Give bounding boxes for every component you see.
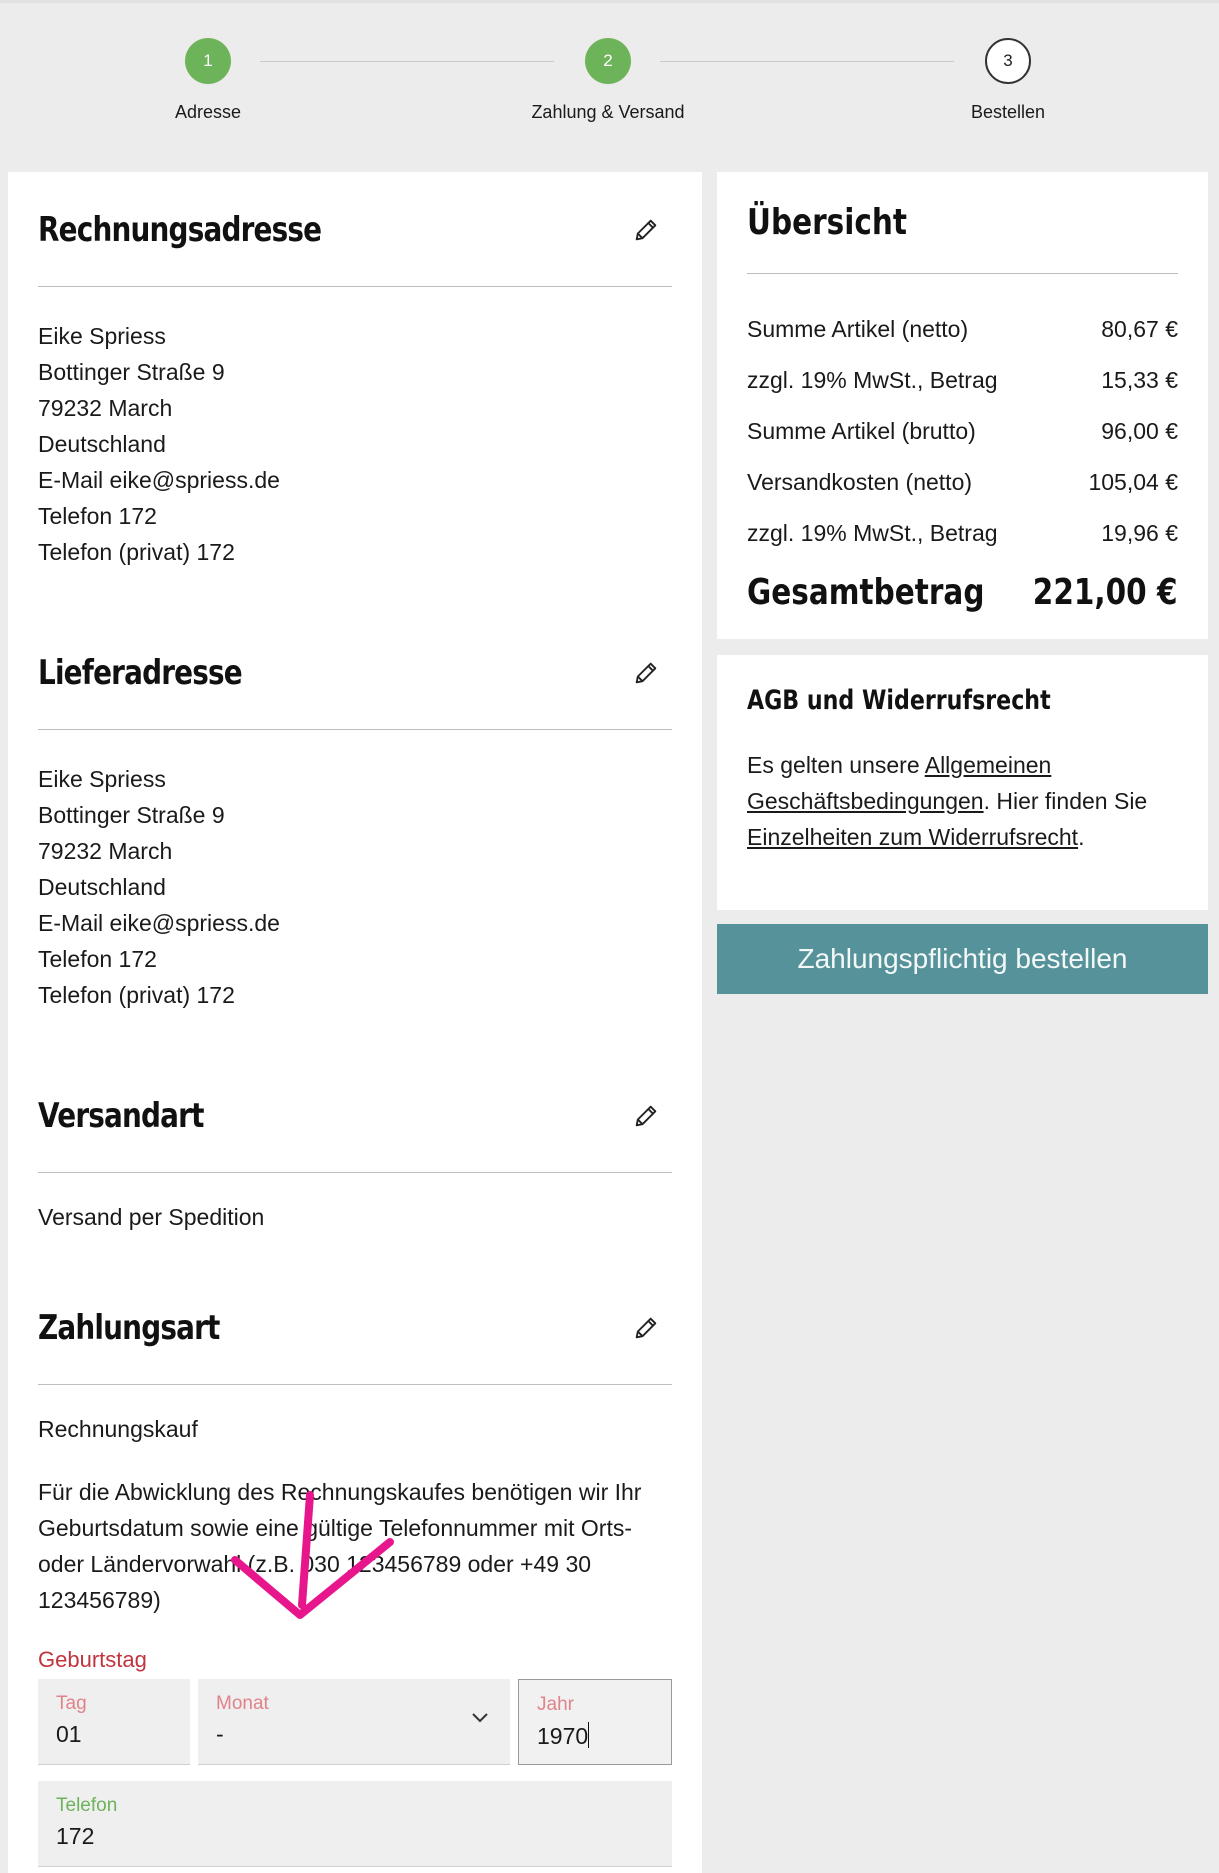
billing-title: Rechnungsadresse (38, 210, 322, 250)
step-payment-shipping[interactable] (498, 38, 718, 123)
field-value: 01 (56, 1721, 82, 1747)
step-label: Zahlung & Versand (531, 102, 685, 122)
field-value-text: 1970 (537, 1723, 589, 1749)
field-value (537, 1722, 589, 1750)
divider (38, 1172, 672, 1173)
total-value: 221,00 € (1033, 572, 1178, 613)
terms-link[interactable]: Allgemeinen Geschäftsbedingungen (747, 752, 1052, 814)
step-number: 1 (185, 38, 231, 84)
step-label: Bestellen (970, 102, 1046, 122)
terms-text-part: . Hier finden Sie (983, 788, 1148, 814)
overview-row (747, 418, 1178, 445)
step-order (898, 38, 1118, 123)
overview-row (747, 469, 1178, 496)
place-order-button[interactable]: Zahlungspflichtig bestellen (717, 924, 1208, 994)
row-value: 105,04 € (1088, 469, 1178, 495)
field-value: 172 (56, 1823, 95, 1849)
birthday-year-field[interactable] (518, 1679, 672, 1765)
birthday-month-select[interactable] (198, 1679, 510, 1765)
address-line: Telefon 172 (38, 503, 157, 529)
birthday-day-field[interactable] (38, 1679, 190, 1765)
row-label: zzgl. 19% MwSt., Betrag (747, 520, 998, 546)
withdrawal-link[interactable]: Einzelheiten zum Widerrufsrecht (747, 824, 1079, 850)
shipping-address (38, 761, 280, 1013)
address-line: 79232 March (38, 395, 173, 421)
overview-row (747, 520, 1178, 547)
address-line: Deutschland (38, 874, 166, 900)
row-value: 19,96 € (1101, 520, 1178, 546)
row-label: Versandkosten (netto) (747, 469, 973, 495)
row-value: 96,00 € (1101, 418, 1178, 444)
terms-text-part: Es gelten unsere (747, 752, 925, 778)
address-line: Eike Spriess (38, 323, 166, 349)
address-line: E-Mail eike@spriess.de (38, 910, 280, 936)
total-label: Gesamtbetrag (747, 572, 985, 613)
shipping-method-value: Versand per Spedition (38, 1204, 265, 1230)
address-line: Telefon 172 (38, 946, 157, 972)
checkout-stepper (0, 0, 1219, 170)
step-number: 3 (985, 38, 1031, 84)
pencil-icon[interactable] (632, 216, 660, 244)
billing-address (38, 318, 280, 570)
address-line: Bottinger Straße 9 (38, 802, 225, 828)
payment-method-value: Rechnungskauf (38, 1416, 198, 1442)
checkout-details-card (8, 172, 702, 1873)
payment-title: Zahlungsart (38, 1308, 220, 1348)
birthday-label: Geburtstag (38, 1647, 147, 1672)
overview-row (747, 316, 1178, 343)
pencil-icon[interactable] (632, 1102, 660, 1130)
step-number: 2 (585, 38, 631, 84)
address-line: Bottinger Straße 9 (38, 359, 225, 385)
overview-row (747, 367, 1178, 394)
field-label: Jahr (537, 1694, 574, 1715)
step-address[interactable] (98, 38, 318, 123)
divider (747, 273, 1178, 274)
address-line: 79232 March (38, 838, 173, 864)
text-cursor (588, 1722, 589, 1748)
address-line: Eike Spriess (38, 766, 166, 792)
divider (38, 729, 672, 730)
row-value: 80,67 € (1101, 316, 1178, 342)
payment-info-text: Für die Abwicklung des Rechnungskaufes benötigen wir Ihr Geburtsdatum sowie eine gültige Telefonnummer mit Orts- oder Ländervorwahl (z.B. 030 123456789 oder +49 30 123456789) (38, 1479, 642, 1613)
terms-text-part: . (1078, 824, 1085, 850)
pencil-icon[interactable] (632, 659, 660, 687)
chevron-down-icon (470, 1711, 490, 1725)
terms-text (747, 747, 1187, 855)
address-line: Telefon (privat) 172 (38, 982, 235, 1008)
field-label: Telefon (56, 1795, 118, 1816)
field-label: Tag (56, 1693, 87, 1714)
shipping-method-title: Versandart (38, 1096, 204, 1136)
pencil-icon[interactable] (632, 1314, 660, 1342)
divider (38, 1384, 672, 1385)
row-label: zzgl. 19% MwSt., Betrag (747, 367, 998, 393)
row-label: Summe Artikel (netto) (747, 316, 969, 342)
address-line: Deutschland (38, 431, 166, 457)
terms-title: AGB und Widerrufsrecht (747, 685, 1051, 716)
overview-title: Übersicht (747, 202, 908, 243)
step-label: Adresse (174, 102, 242, 122)
field-label: Monat (216, 1693, 269, 1714)
address-line: Telefon (privat) 172 (38, 539, 235, 565)
address-line: E-Mail eike@spriess.de (38, 467, 280, 493)
row-label: Summe Artikel (brutto) (747, 418, 976, 444)
row-value: 15,33 € (1101, 367, 1178, 393)
terms-card (717, 655, 1208, 910)
order-overview-card (717, 172, 1208, 639)
divider (38, 286, 672, 287)
shipping-title: Lieferadresse (38, 653, 242, 693)
field-value: - (216, 1721, 224, 1747)
phone-field[interactable] (38, 1781, 672, 1867)
